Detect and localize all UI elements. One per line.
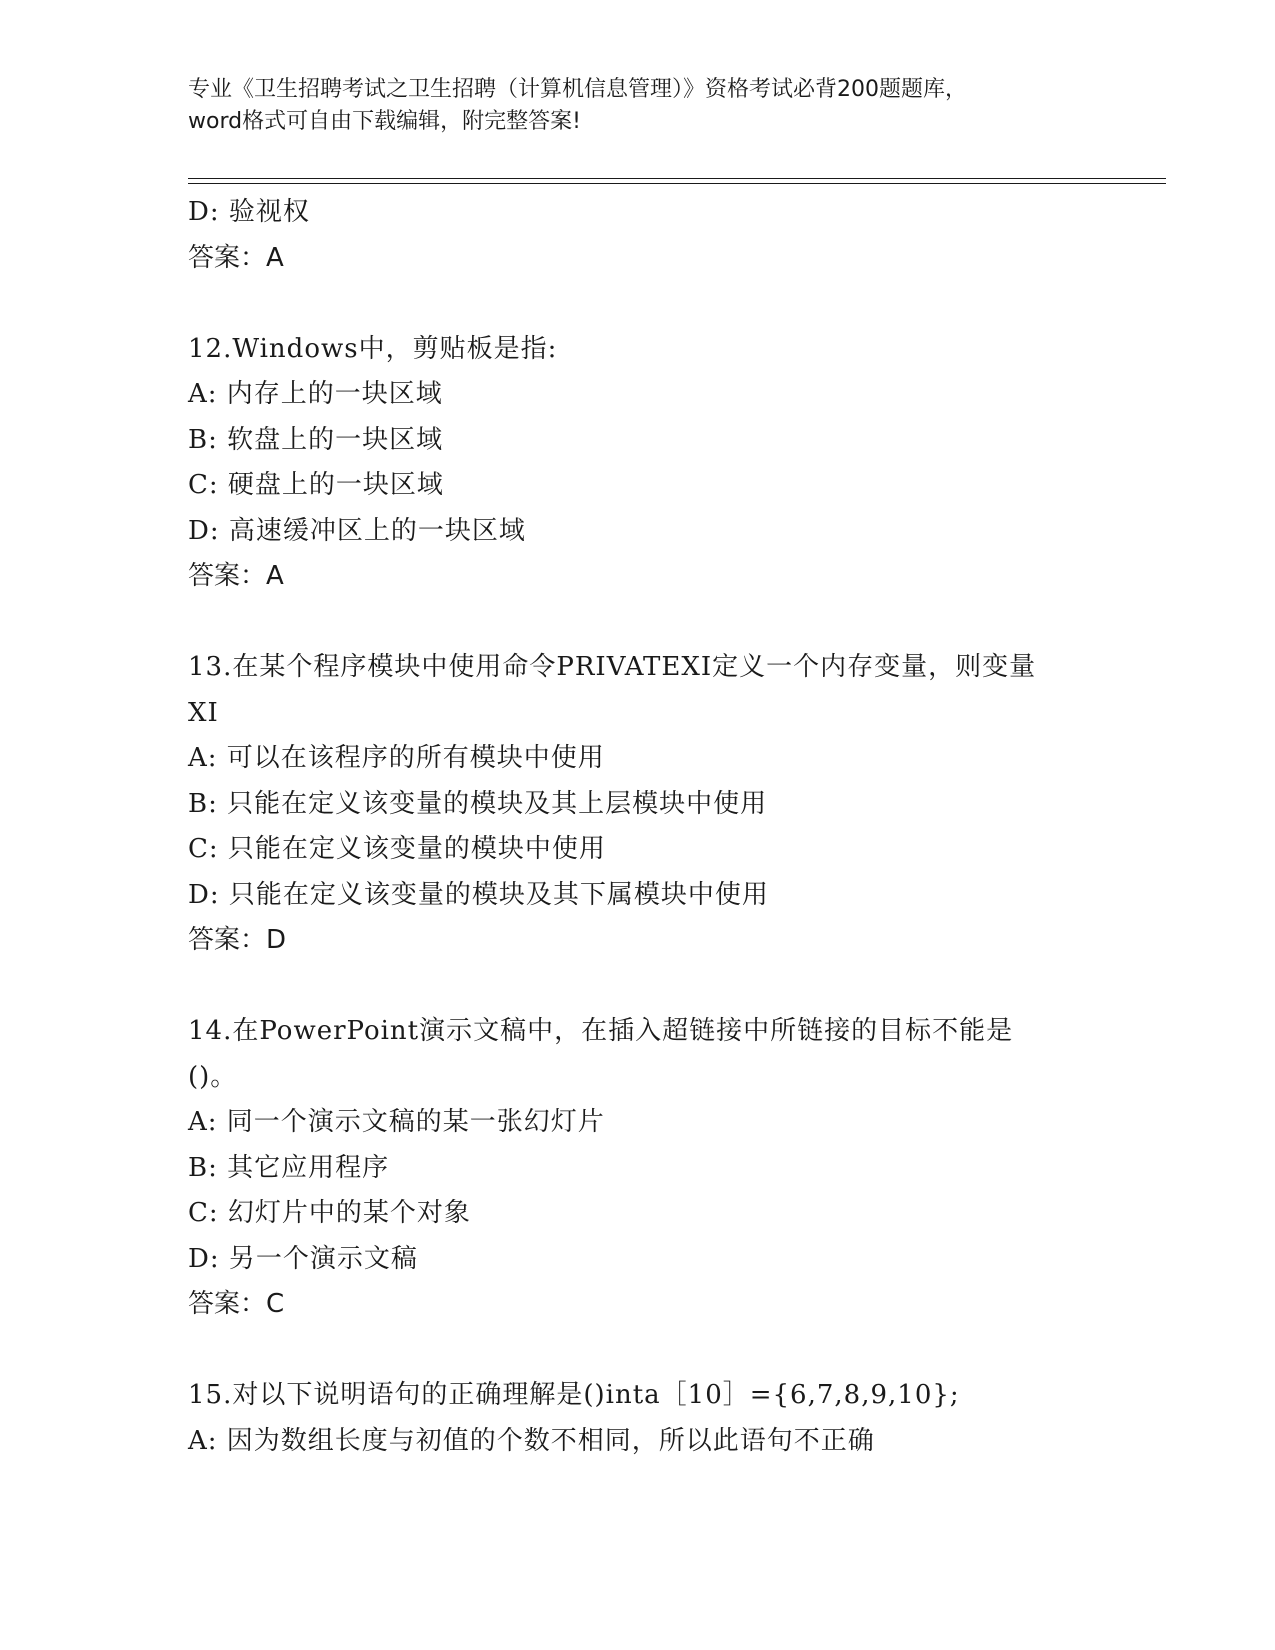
option-c: C: 幻灯片中的某个对象 — [188, 1198, 471, 1228]
question-13 — [188, 645, 1088, 964]
header-line-2: word格式可自由下载编辑，附完整答案! — [188, 109, 581, 134]
spacer — [188, 964, 1088, 1010]
option-b: B: 只能在定义该变量的模块及其上层模块中使用 — [188, 788, 768, 819]
answer-line: 答案：D — [188, 925, 287, 955]
spacer — [188, 281, 1088, 327]
header-divider-top — [188, 178, 1166, 179]
question-stem: 12.Windows中，剪贴板是指: — [188, 333, 558, 364]
question-stem-continued: XI — [188, 697, 219, 728]
question-stem: 14.在PowerPoint演示文稿中，在插入超链接中所链接的目标不能是 — [188, 1016, 1014, 1046]
question-stem: 15.对以下说明语句的正确理解是()inta［10］={6,7,8,9,10}; — [188, 1380, 960, 1410]
question-stem: 13.在某个程序模块中使用命令PRIVATEXI定义一个内存变量，则变量 — [188, 652, 1037, 682]
option-a: A: 内存上的一块区域 — [188, 379, 443, 409]
answer-line: 答案：A — [188, 242, 284, 273]
option-d: D: 验视权 — [188, 197, 310, 227]
option-b: B: 软盘上的一块区域 — [188, 424, 444, 455]
answer-line: 答案：A — [188, 561, 284, 591]
answer-line: 答案：C — [188, 1289, 285, 1319]
option-d: D: 高速缓冲区上的一块区域 — [188, 515, 526, 546]
option-a: A: 同一个演示文稿的某一张幻灯片 — [188, 1107, 605, 1137]
option-d: D: 另一个演示文稿 — [188, 1243, 418, 1274]
option-a: A: 可以在该程序的所有模块中使用 — [188, 743, 605, 773]
question-list — [188, 190, 1088, 1464]
option-c: C: 只能在定义该变量的模块中使用 — [188, 834, 606, 864]
document-header — [188, 74, 1088, 138]
question-stem-continued: ()。 — [188, 1061, 238, 1092]
spacer — [188, 600, 1088, 646]
option-b: B: 其它应用程序 — [188, 1152, 390, 1183]
header-line-1: 专业《卫生招聘考试之卫生招聘（计算机信息管理）》资格考试必背200题题库， — [188, 77, 967, 102]
option-d: D: 只能在定义该变量的模块及其下属模块中使用 — [188, 879, 769, 910]
header-divider-bottom — [188, 183, 1166, 184]
spacer — [188, 1328, 1088, 1374]
question-14 — [188, 1009, 1088, 1328]
option-a: A: 因为数组长度与初值的个数不相同，所以此语句不正确 — [188, 1425, 875, 1456]
question-12 — [188, 327, 1088, 600]
option-c: C: 硬盘上的一块区域 — [188, 470, 444, 500]
question-15 — [188, 1373, 1088, 1464]
